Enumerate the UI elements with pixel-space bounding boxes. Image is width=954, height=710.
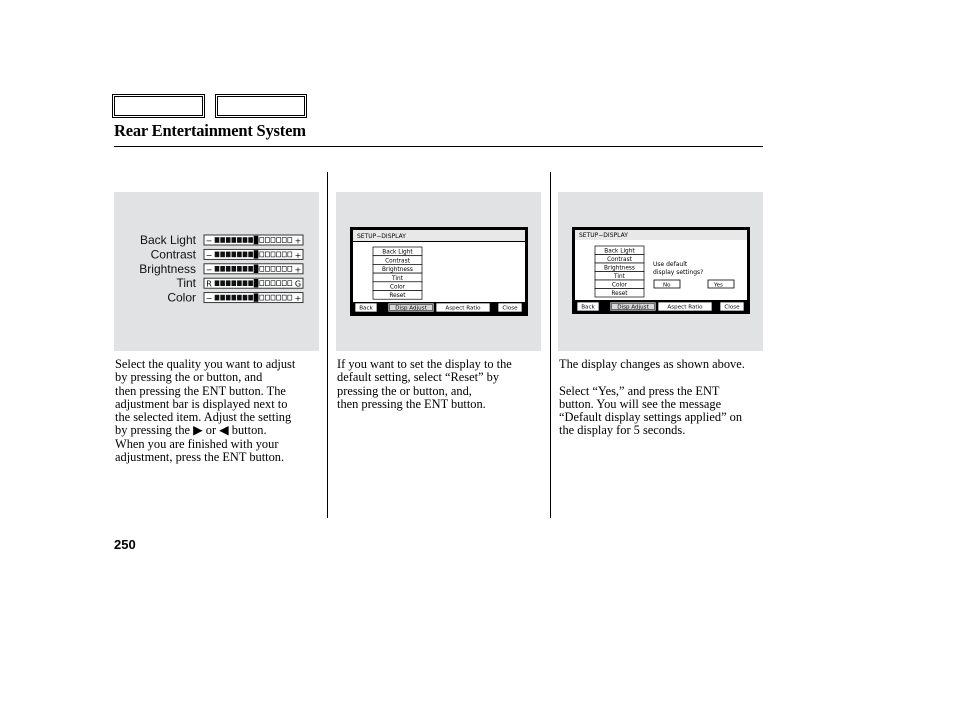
adjust-bar-segment	[288, 252, 292, 257]
adjust-bar-segment	[249, 252, 253, 257]
screen-button-label: Close	[502, 305, 518, 312]
adjust-bar-segment	[215, 281, 219, 286]
column-divider-2	[550, 172, 551, 518]
adjust-bar-segment	[243, 281, 247, 286]
menu-item-label: Color	[389, 284, 406, 291]
adjust-item-label: Color	[167, 290, 196, 305]
confirm-message-line2: display settings?	[653, 269, 704, 276]
adjust-bar-segment	[243, 295, 247, 300]
adjust-bar-segment	[226, 238, 230, 243]
screen-button-label: Disp Adjust	[395, 305, 427, 312]
adjust-bar-right-symbol: +	[294, 250, 302, 260]
adjust-bar-segment	[277, 295, 281, 300]
menu-item-label: Reset	[389, 293, 406, 300]
adjust-bar-segment	[249, 266, 253, 271]
col1-line: adjustment bar is displayed next to	[115, 396, 288, 411]
menu-item-label: Contrast	[385, 258, 410, 265]
column-2-text	[337, 358, 512, 411]
adjust-bar-segment	[221, 238, 225, 243]
adjust-bar-segment	[215, 295, 219, 300]
adjust-bar-segment	[282, 266, 286, 271]
col2-line: pressing the or button, and,	[337, 383, 472, 398]
adjust-bar-segment	[243, 266, 247, 271]
adjust-bar-segment	[226, 266, 230, 271]
adjust-bar-segment	[249, 281, 253, 286]
adjust-bar-segment	[249, 238, 253, 243]
screen-button-label: Close	[724, 304, 740, 311]
screen-button-label: Back	[581, 304, 595, 311]
adjust-bar-segment	[265, 295, 269, 300]
setup-screen-title: SETUP−DISPLAY	[357, 233, 406, 240]
adjust-bar-segment	[215, 252, 219, 257]
menu-item-label: Color	[611, 282, 628, 289]
adjust-bar-indicator	[254, 250, 259, 258]
screen-button-label: Back	[359, 305, 373, 312]
adjust-bar-segment	[271, 295, 275, 300]
adjust-bar-segment	[277, 266, 281, 271]
adjust-bar-segment	[265, 252, 269, 257]
adjust-bar-segment	[288, 238, 292, 243]
adjust-bar-segment	[271, 252, 275, 257]
adjust-bar-segment	[237, 295, 241, 300]
adjust-bar-segment	[221, 295, 225, 300]
adjust-bar-right-symbol: G	[294, 279, 302, 289]
adjust-bar-segment	[260, 295, 264, 300]
col1-line: the selected item. Adjust the setting	[115, 410, 292, 425]
col2-line: If you want to set the display to the	[337, 357, 512, 371]
col1-line: by pressing the ▶ or ◀ button.	[115, 423, 267, 438]
adjust-bar-segment	[277, 238, 281, 243]
menu-item-label: Brightness	[604, 265, 635, 272]
adjust-bar-indicator	[254, 236, 259, 244]
adjust-bar-segment	[282, 295, 286, 300]
adjust-bar-left-symbol: −	[205, 265, 213, 275]
adjust-item-label: Contrast	[150, 247, 196, 262]
menu-item-label: Back Light	[604, 248, 635, 255]
adjust-bar-segment	[288, 295, 292, 300]
menu-item-label: Contrast	[607, 257, 632, 263]
adjust-bar-segment	[226, 252, 230, 257]
screen-button-label: Aspect Ratio	[667, 304, 703, 311]
adjust-bar-right-symbol: +	[294, 265, 302, 275]
adjust-bar-segment	[282, 252, 286, 257]
adjust-bar-segment	[221, 281, 225, 286]
adjust-bar-left-symbol: R	[206, 279, 212, 289]
adjust-bar-segment	[215, 266, 219, 271]
adjust-bar-segment	[226, 281, 230, 286]
adjust-bar-segment	[232, 266, 236, 271]
screen-button-label: Disp Adjust	[617, 304, 649, 311]
col3-line: “Default display settings applied” on	[559, 410, 743, 425]
col3-line: button. You will see the message	[559, 396, 722, 411]
adjust-bar-segment	[260, 252, 264, 257]
col3-line: the display for 5 seconds.	[559, 423, 686, 438]
adjust-item-label: Tint	[176, 276, 196, 291]
page-number: 250	[114, 537, 136, 552]
adjust-bar-indicator	[254, 279, 259, 287]
adjust-bar-segment	[237, 281, 241, 286]
adjust-bar-segment	[232, 238, 236, 243]
adjust-bar-segment	[243, 238, 247, 243]
menu-item-label: Brightness	[382, 267, 413, 274]
adjust-bar-segment	[232, 252, 236, 257]
confirm-message-line1: Use default	[653, 261, 688, 268]
header-tab-right	[215, 94, 307, 118]
adjust-bar-right-symbol: +	[294, 236, 302, 246]
menu-item-label: Tint	[392, 275, 403, 282]
no-button-label: No	[663, 282, 671, 289]
adjust-item-label: Back Light	[139, 233, 196, 247]
adjust-bar-segment	[237, 266, 241, 271]
adjust-bar-segment	[232, 295, 236, 300]
confirm-screen-svg	[558, 192, 763, 351]
adjust-bar-segment	[271, 238, 275, 243]
adjust-bar-segment	[277, 252, 281, 257]
adjust-bar-indicator	[254, 265, 259, 273]
setup-screen-svg	[336, 192, 541, 351]
adjust-bar-segment	[232, 281, 236, 286]
adjust-bar-segment	[271, 266, 275, 271]
adjust-bar-indicator	[254, 293, 259, 301]
adjust-bar-left-symbol: −	[205, 236, 213, 246]
menu-item-label: Reset	[611, 291, 628, 297]
adjust-bar-segment	[260, 281, 264, 286]
section-title: Rear Entertainment System	[114, 121, 306, 140]
title-rule	[114, 146, 763, 147]
adjust-bar-segment	[221, 266, 225, 271]
adjust-bar-segment	[249, 295, 253, 300]
adjust-bar-segment	[271, 281, 275, 286]
col3-para1: The display changes as shown above.	[559, 357, 745, 371]
adjust-bar-segment	[215, 238, 219, 243]
adjust-bar-segment	[226, 295, 230, 300]
adjust-bar-segment	[243, 252, 247, 257]
adjust-bar-segment	[237, 252, 241, 257]
adjust-bar-segment	[282, 281, 286, 286]
adjustment-screen-svg	[114, 192, 319, 351]
adjust-bar-segment	[260, 266, 264, 271]
adjust-bar-segment	[237, 238, 241, 243]
adjust-bar-left-symbol: −	[205, 250, 213, 260]
adjust-bar-right-symbol: +	[294, 294, 302, 304]
header-tab-left	[112, 94, 205, 118]
adjust-bar-segment	[265, 238, 269, 243]
col3-line: Select “Yes,” and press the ENT	[559, 383, 720, 398]
figure-adjustment-screen	[114, 192, 319, 351]
col2-line: then pressing the ENT button.	[337, 396, 486, 411]
adjust-item-label: Brightness	[139, 261, 196, 276]
adjust-bar-segment	[277, 281, 281, 286]
figure-setup-screen	[336, 192, 541, 351]
yes-button-label: Yes	[714, 282, 723, 289]
column-1-text	[115, 358, 295, 464]
adjust-bar-segment	[265, 266, 269, 271]
adjust-bar-segment	[288, 266, 292, 271]
column-3-text	[559, 358, 745, 438]
col1-line: When you are finished with your	[115, 436, 279, 451]
menu-item-label: Tint	[614, 274, 625, 280]
screen-button-label: Aspect Ratio	[445, 305, 481, 312]
col1-line: Select the quality you want to adjust	[115, 357, 296, 371]
figure-confirm-screen	[558, 192, 763, 351]
adjust-bar-segment	[288, 281, 292, 286]
menu-item-label: Back Light	[382, 249, 413, 256]
col1-line: then pressing the ENT button. The	[115, 383, 286, 398]
adjust-bar-left-symbol: −	[205, 294, 213, 304]
adjust-bar-segment	[260, 238, 264, 243]
column-divider-1	[327, 172, 328, 518]
adjust-bar-segment	[221, 252, 225, 257]
adjust-bar-segment	[282, 238, 286, 243]
col1-line: adjustment, press the ENT button.	[115, 450, 285, 465]
col1-line: by pressing the or button, and	[115, 370, 263, 385]
col2-line: default setting, select “Reset” by	[337, 370, 500, 385]
adjust-bar-segment	[265, 281, 269, 286]
confirm-screen-title: SETUP−DISPLAY	[579, 232, 628, 239]
